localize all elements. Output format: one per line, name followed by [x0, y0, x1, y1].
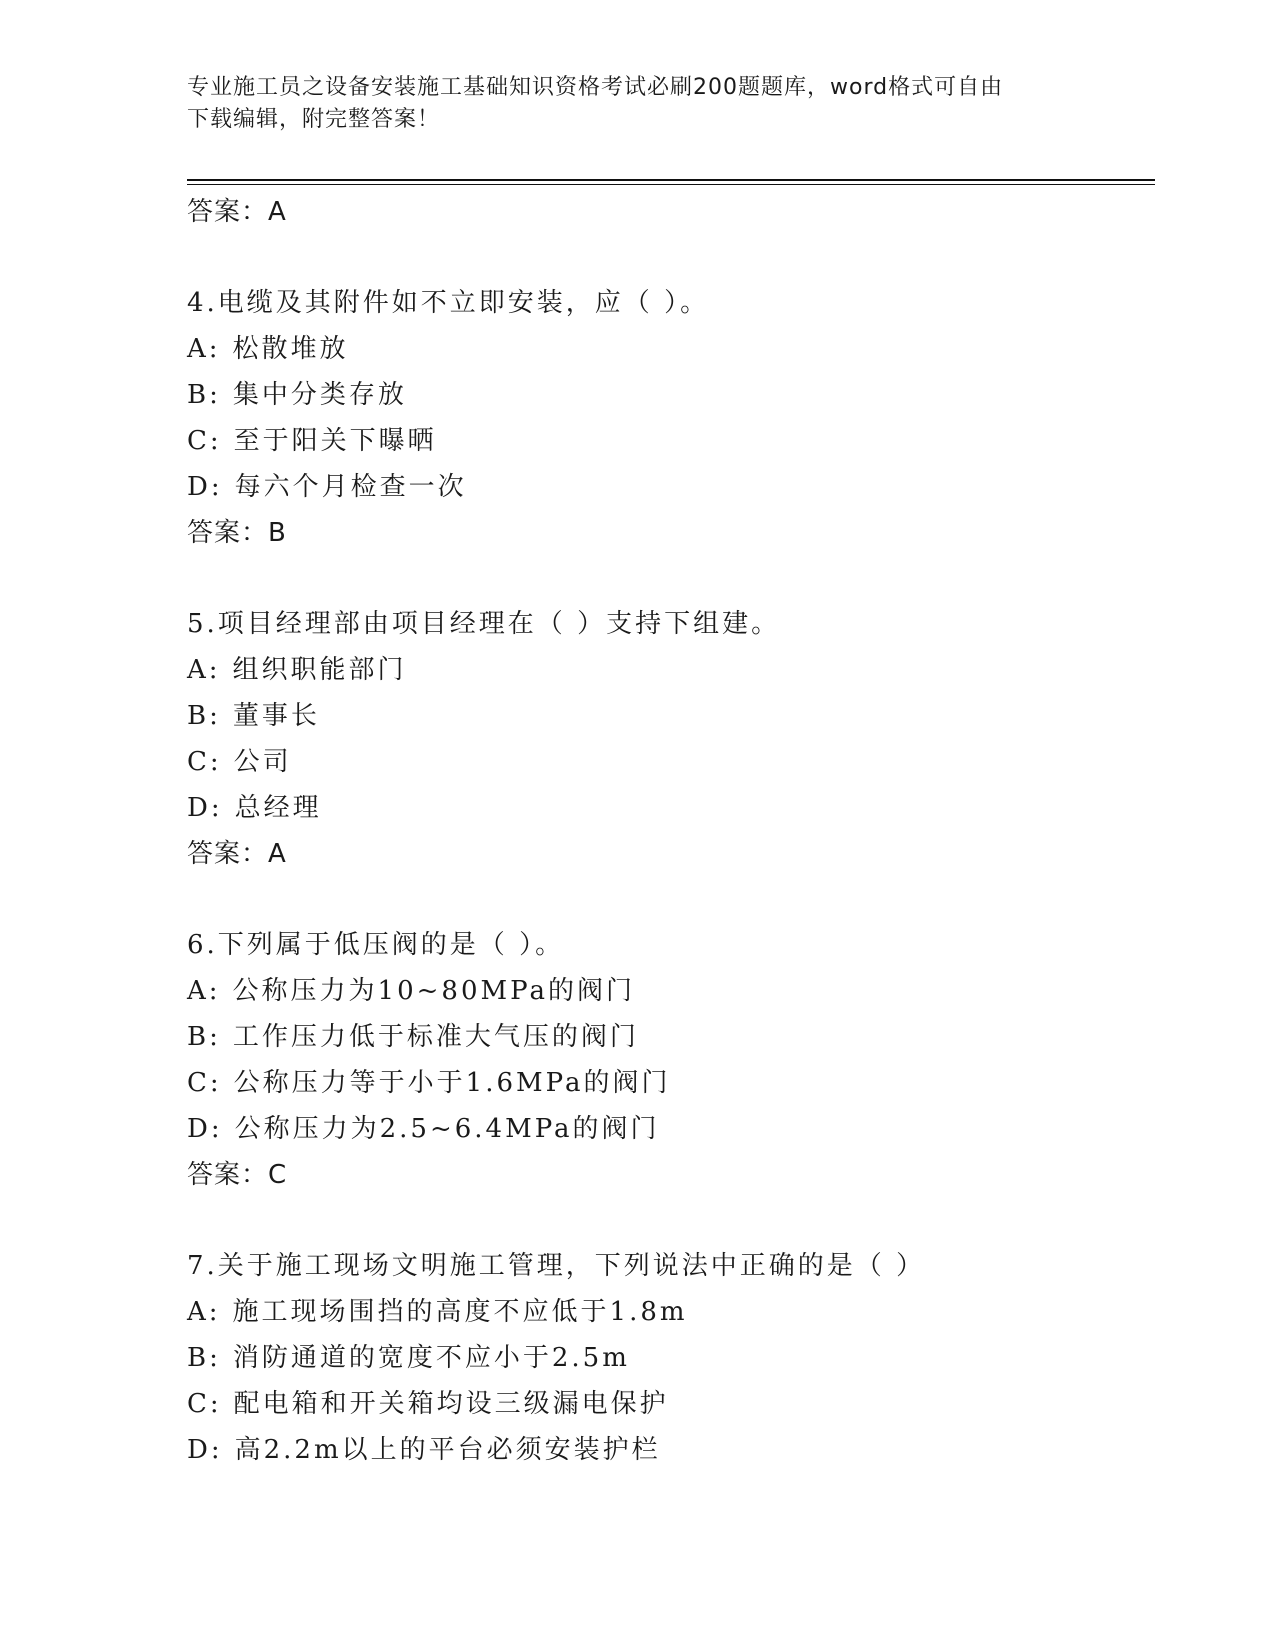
option-text: 消防通道的宽度不应小于2.5m: [232, 1343, 630, 1373]
option-key: A:: [187, 1297, 221, 1327]
option-text: 公称压力等于小于1.6MPa的阀门: [233, 1068, 671, 1098]
option-text: 集中分类存放: [232, 380, 407, 410]
question-block: [187, 601, 1147, 877]
document-body: [187, 189, 1147, 1473]
question-block: [187, 280, 1147, 556]
option-key: D:: [187, 1435, 223, 1465]
option-text: 施工现场围挡的高度不应低于1.8m: [232, 1297, 688, 1327]
option-text: 公称压力为10~80MPa的阀门: [232, 976, 635, 1006]
option-a: [187, 1289, 1147, 1335]
option-b: [187, 1014, 1147, 1060]
option-text: 公称压力为2.5~6.4MPa的阀门: [234, 1114, 660, 1144]
question-block: [187, 1243, 1147, 1473]
option-d: [187, 464, 1147, 510]
option-text: 每六个月检查一次: [234, 472, 467, 502]
option-b: [187, 372, 1147, 418]
header-rule-thin: [187, 184, 1155, 185]
option-c: [187, 1060, 1147, 1106]
option-c: [187, 1381, 1147, 1427]
option-key: B:: [187, 380, 221, 410]
option-c: [187, 739, 1147, 785]
option-key: A:: [187, 334, 221, 364]
option-key: D:: [187, 1114, 223, 1144]
option-key: B:: [187, 701, 221, 731]
option-text: 高2.2m以上的平台必须安装护栏: [234, 1435, 661, 1465]
option-key: C:: [187, 1068, 222, 1098]
answer-line: 答案：B: [187, 518, 287, 548]
option-text: 工作压力低于标准大气压的阀门: [232, 1022, 639, 1052]
header-line-2: 下载编辑，附完整答案！: [187, 107, 441, 132]
option-key: D:: [187, 793, 223, 823]
answer-line: 答案：A: [187, 839, 287, 869]
question-block: [187, 922, 1147, 1198]
option-key: C:: [187, 747, 222, 777]
option-key: C:: [187, 1389, 222, 1419]
option-d: [187, 1106, 1147, 1152]
option-text: 公司: [233, 747, 292, 777]
option-d: [187, 1427, 1147, 1473]
option-key: C:: [187, 426, 222, 456]
header-line-1: 专业施工员之设备安装施工基础知识资格考试必刷200题题库，word格式可自由: [187, 75, 1004, 100]
option-key: A:: [187, 655, 221, 685]
option-key: B:: [187, 1343, 221, 1373]
question-stem: 5.项目经理部由项目经理在（ ）支持下组建。: [187, 609, 781, 639]
option-b: [187, 1335, 1147, 1381]
option-b: [187, 693, 1147, 739]
option-c: [187, 418, 1147, 464]
option-text: 配电箱和开关箱均设三级漏电保护: [233, 1389, 669, 1419]
option-a: [187, 326, 1147, 372]
question-stem: 4.电缆及其附件如不立即安装，应（ ）。: [187, 288, 710, 318]
question-stem: 6.下列属于低压阀的是（ ）。: [187, 930, 565, 960]
option-key: A:: [187, 976, 221, 1006]
option-d: [187, 785, 1147, 831]
question-stem: 7.关于施工现场文明施工管理，下列说法中正确的是（ ）: [187, 1251, 926, 1281]
option-text: 董事长: [232, 701, 320, 731]
document-header: [187, 72, 1087, 136]
option-a: [187, 647, 1147, 693]
option-key: B:: [187, 1022, 221, 1052]
option-text: 松散堆放: [232, 334, 349, 364]
option-text: 总经理: [234, 793, 322, 823]
option-text: 至于阳关下曝晒: [233, 426, 437, 456]
answer-line: 答案：C: [187, 1160, 288, 1190]
header-rule-thick: [187, 179, 1155, 181]
option-text: 组织职能部门: [232, 655, 407, 685]
option-key: D:: [187, 472, 223, 502]
answer-line: 答案：A: [187, 197, 287, 227]
option-a: [187, 968, 1147, 1014]
